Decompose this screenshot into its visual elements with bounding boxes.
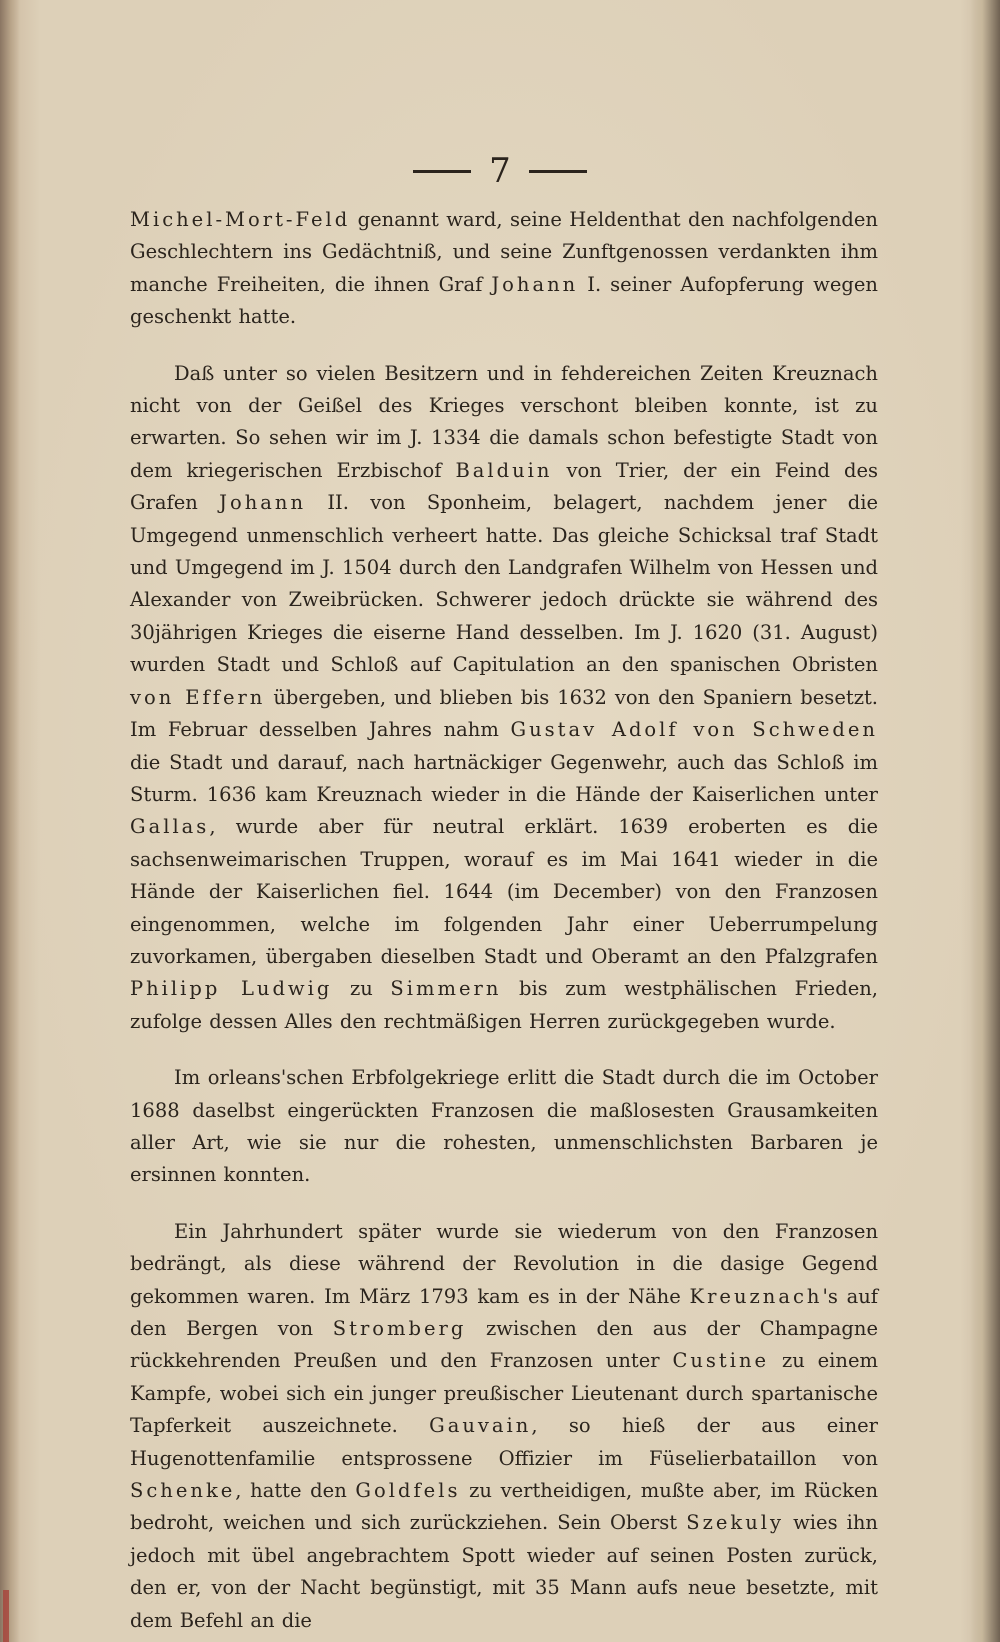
text-segment: zu einem Kampfe, wobei sich ein junger preußischer Lieutenant durch spartanische Tapferkeit auszeichnete. <box>130 1349 878 1438</box>
spaced-name: Custine <box>672 1349 770 1373</box>
text-segment: übergeben, und blieben bis 1632 von den Spaniern besetzt. Im Februar desselben Jahres nahm <box>130 685 878 742</box>
text-segment: , so hieß der aus einer Hugenottenfamilie entsprossene Offizier im Füselierbataillon von <box>130 1414 878 1470</box>
text-segment: , hatte den <box>235 1479 356 1503</box>
text-segment: zu vertheidigen, mußte aber, im Rücken bedroht, weichen und sich zurückziehen. Sein Oberst <box>130 1479 878 1535</box>
page-header <box>0 148 1000 194</box>
text-segment: genannt ward, seine Heldenthat den nachfolgenden Geschlechtern ins Gedächtniß, und seine Zunftgenossen verdankten ihm manche Freiheiten, die ihnen Graf <box>130 208 878 296</box>
text-segment: 's auf den Bergen von <box>130 1284 879 1340</box>
text-segment: Daß unter so vielen Besitzern und in fehdereichen Zeiten Kreuznach nicht von der Geißel des Krieges verschont bleiben konnte, ist zu erwarten. So sehen wir im J. 1334 die damals schon befestigte Stadt von dem kriegerischen Erzbischof <box>130 361 878 482</box>
page-left-edge <box>0 0 20 1642</box>
text-segment: I. seiner Aufopferung wegen geschenkt hatte. <box>130 272 878 329</box>
text-segment: Im orleans'schen Erbfolgekriege erlitt die Stadt durch die im October 1688 daselbst eingerückten Franzosen die maßlosesten Grausamkeiten aller Art, wie sie nur die rohesten, unmenschlichsten Barbaren je ersinnen konnten. <box>130 1066 878 1187</box>
spaced-name: Balduin <box>455 458 553 482</box>
spaced-name: Gustav Adolf von Schweden <box>510 718 878 742</box>
spaced-name: Kreuznach <box>689 1284 823 1308</box>
page-right-edge <box>970 0 1000 1642</box>
text-segment: bis zum westphälischen Frieden, zufolge dessen Alles den rechtmäßigen Herren zurückgegeben wurde. <box>130 977 878 1033</box>
text-segment: von Trier, der ein Feind des Grafen <box>130 458 878 515</box>
page-number: 7 <box>489 151 511 191</box>
body-text <box>130 204 878 1642</box>
header-dash-right <box>529 170 587 173</box>
spaced-name: von Effern <box>130 685 266 709</box>
spaced-name: Gauvain <box>429 1414 532 1438</box>
text-segment: zu <box>332 977 391 1001</box>
spaced-name: Michel-Mort-Feld <box>130 208 351 231</box>
text-segment: Ein Jahrhundert später wurde sie wiederum von den Franzosen bedrängt, als diese während der Revolution in die dasige Gegend gekommen waren. Im März 1793 kam es in der Nähe <box>130 1219 878 1308</box>
spaced-name: Johann <box>491 272 579 296</box>
spaced-name: Stromberg <box>332 1317 467 1340</box>
spaced-name: Gallas <box>130 815 210 839</box>
spaced-name: Szekuly <box>686 1511 785 1535</box>
paragraph <box>130 358 878 1039</box>
text-segment: die Stadt und darauf, nach hartnäckiger Gegenwehr, auch das Schloß im Sturm. 1636 kam Kreuznach wieder in die Hände der Kaiserlichen unter <box>130 750 878 806</box>
text-segment: II. von Sponheim, belagert, nachdem jener die Umgegend unmenschlich verheert hatte. Das gleiche Schicksal traf Stadt und Umgegend im J. 1504 durch den Landgrafen Wilhelm von Hessen und Alexander von Zweibrücken. Schwerer jedoch drückte sie während des 30jährigen Krieges die eiserne Hand desselben. Im J. 1620 (31. August) wurden Stadt und Schloß auf Capitulation an den spanischen Obristen <box>130 491 878 677</box>
text-segment: wies ihn jedoch mit übel angebrachtem Spott wieder auf seinen Posten zurück, den er, von der Nacht begünstigt, mit 35 Mann aufs neue besetzte, mit dem Befehl an die <box>130 1511 878 1632</box>
spaced-name: Goldfels <box>355 1479 461 1503</box>
paragraph <box>130 1216 878 1637</box>
paragraph <box>130 1062 878 1192</box>
spaced-name: Simmern <box>390 977 502 1001</box>
paragraph <box>130 204 878 334</box>
text-segment: , wurde aber für neutral erklärt. 1639 eroberten es die sachsenweimarischen Truppen, worauf es im Mai 1641 wieder in die Hände der Kaiserlichen fiel. 1644 (im December) von den Franzosen eingenommen, welche im folgenden Jahr einer Ueberrumpelung zuvorkamen, übergaben dieselben Stadt und Oberamt an den Pfalzgrafen <box>130 815 878 968</box>
spaced-name: Schenke <box>130 1479 236 1503</box>
binding-red-band <box>3 1590 9 1642</box>
spaced-name: Philipp Ludwig <box>130 977 333 1001</box>
spaced-name: Johann <box>219 491 307 515</box>
header-dash-left <box>413 170 471 173</box>
text-segment: zwischen den aus der Champagne rückkehrenden Preußen und den Franzosen unter <box>130 1317 879 1373</box>
